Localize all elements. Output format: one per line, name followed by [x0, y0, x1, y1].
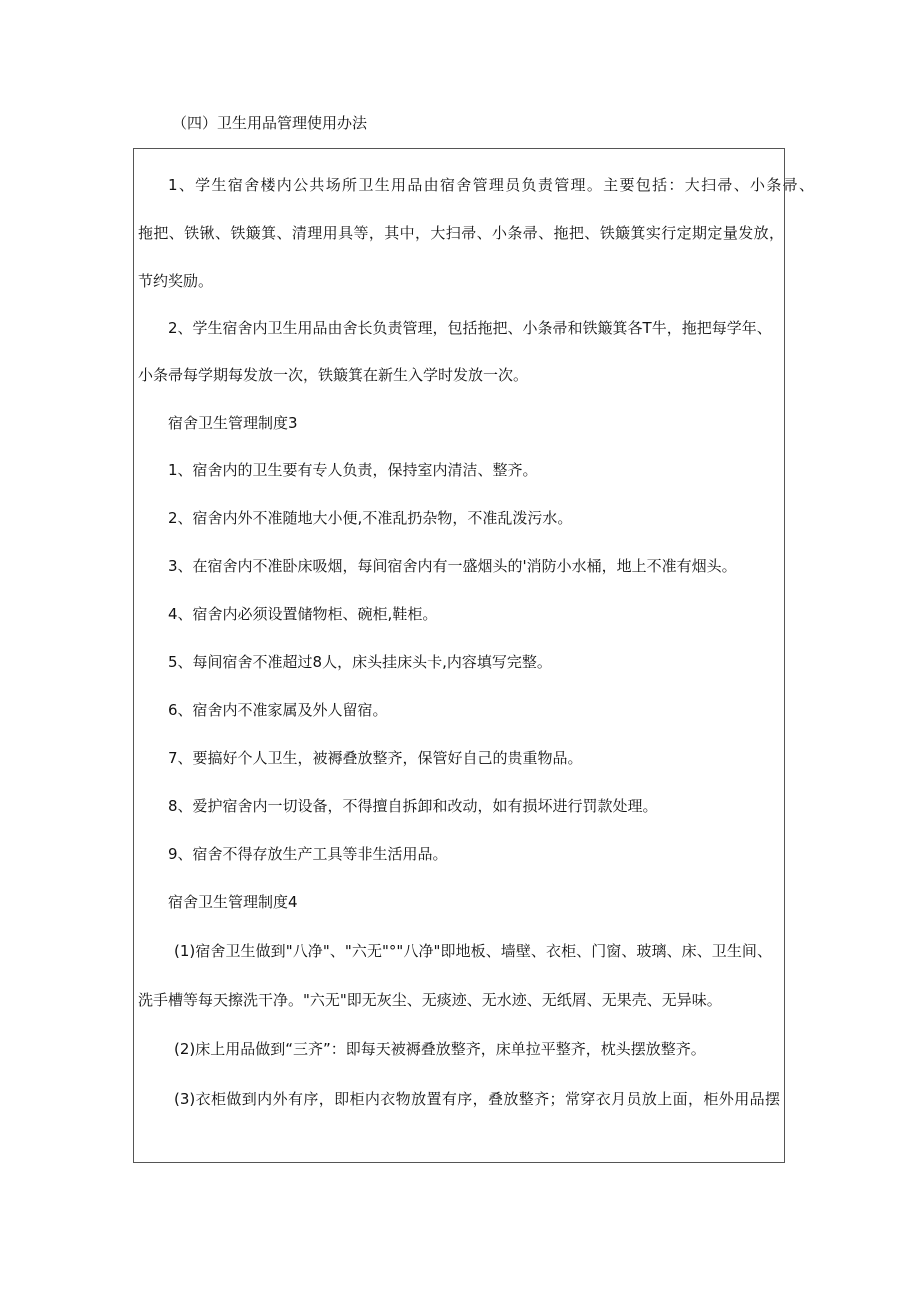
list-item: 7、要搞好个人卫生，被褥叠放整齐，保管好自己的贵重物品。 — [168, 749, 583, 767]
list-item: 2、宿舍内外不准随地大小便,不准乱扔杂物，不准乱泼污水。 — [168, 509, 573, 527]
list-item: 3、在宿舍内不准卧床吸烟，每间宿舍内有一盛烟头的'消防小水桶，地上不准有烟头。 — [168, 557, 737, 575]
subsection-title: 宿舍卫生管理制度4 — [168, 893, 298, 911]
paragraph-line: 小条帚每学期每发放一次，铁簸箕在新生入学时发放一次。 — [138, 366, 529, 384]
list-item: 4、宿舍内必须设置储物柜、碗柜,鞋柜。 — [168, 605, 438, 623]
list-item: 5、每间宿舍不准超过8人，床头挂床头卡,内容填写完整。 — [168, 653, 552, 671]
list-item: 8、爱护宿舍内一切设备，不得擅自拆卸和改动，如有损坏进行罚款处理。 — [168, 797, 658, 815]
paragraph-line: 拖把、铁锹、铁簸箕、清理用具等，其中，大扫帚、小条帚、拖把、铁簸箕实行定期定量发放， — [138, 224, 784, 242]
paragraph-line: (1)宿舍卫生做到"八净"、"六无"°"八净"即地板、墙壁、衣柜、门窗、玻璃、床、卫生间、 — [174, 942, 772, 960]
document-frame — [133, 148, 814, 1163]
paragraph-line: 1、学生宿舍楼内公共场所卫生用品由宿舍管理员负责管理。主要包括：大扫帚、小条帚、 — [168, 176, 814, 194]
paragraph-line: 节约奖励。 — [138, 272, 214, 290]
paragraph-line: (3)衣柜做到内外有序，即柜内衣物放置有序，叠放整齐；常穿衣月员放上面，柜外用品摆 — [174, 1090, 780, 1108]
paragraph-line: (2)床上用品做到“三齐”：即每天被褥叠放整齐，床单拉平整齐，枕头摆放整齐。 — [174, 1040, 706, 1058]
paragraph-line: 洗手槽等每天擦洗干净。"六无"即无灰尘、无痰迹、无水迹、无纸屑、无果壳、无异味。 — [138, 991, 722, 1009]
section-heading: （四）卫生用品管理使用办法 — [172, 114, 368, 132]
list-item: 6、宿舍内不准家属及外人留宿。 — [168, 701, 388, 719]
list-item: 9、宿舍不得存放生产工具等非生活用品。 — [168, 845, 448, 863]
list-item: 1、宿舍内的卫生要有专人负责，保持室内清洁、整齐。 — [168, 461, 538, 479]
paragraph-line: 2、学生宿舍内卫生用品由舍长负责管理，包括拖把、小条帚和铁簸箕各T牛，拖把每学年、 — [168, 319, 772, 337]
subsection-title: 宿舍卫生管理制度3 — [168, 414, 298, 432]
